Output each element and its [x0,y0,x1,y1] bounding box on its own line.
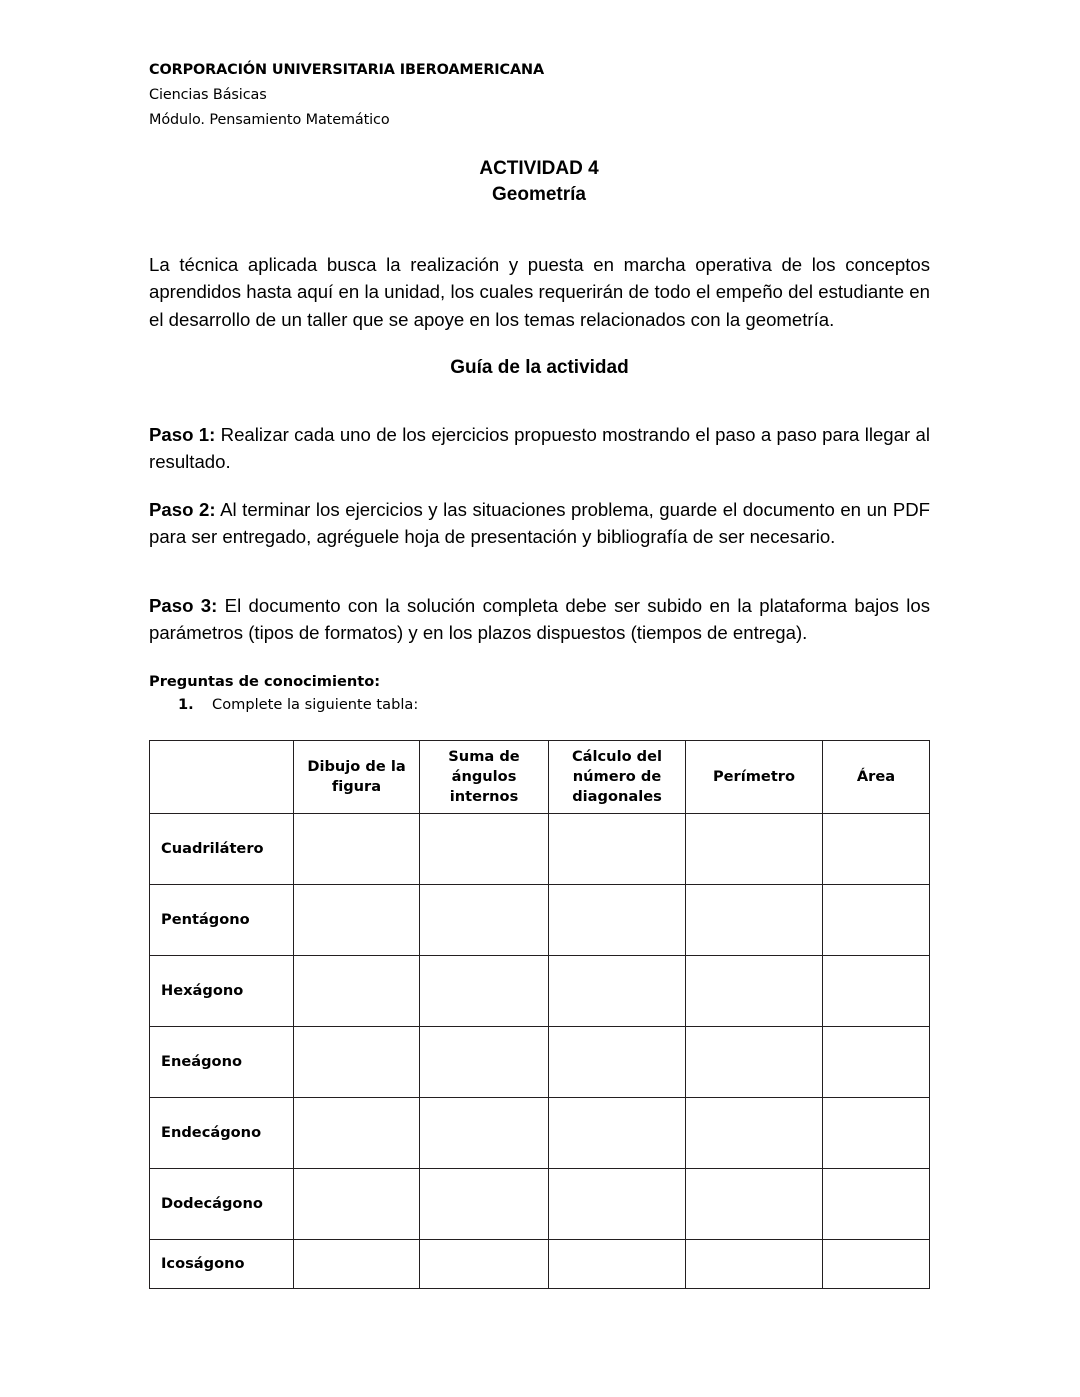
header-line: Perímetro [712,768,796,785]
cell-eneagono-perimetro[interactable] [686,1027,823,1098]
header-line: Suma de [448,748,520,765]
header-line: diagonales [572,788,662,805]
title-block [149,156,929,208]
cell-cuadrilatero-perimetro[interactable] [686,814,823,885]
column-header-perimetro [686,741,823,814]
cell-dodecagono-dibujo[interactable] [294,1169,420,1240]
cell-endecagono-area[interactable] [823,1098,930,1169]
cell-pentagono-perimetro[interactable] [686,885,823,956]
table-row [150,1169,930,1240]
cell-hexagono-angulos[interactable] [420,956,549,1027]
row-label-icosagono: Icoságono [150,1240,294,1289]
step-3 [149,592,930,647]
cell-pentagono-angulos[interactable] [420,885,549,956]
department-name: Ciencias Básicas [149,87,267,103]
question-item-1 [178,694,418,716]
cell-pentagono-area[interactable] [823,885,930,956]
cell-cuadrilatero-area[interactable] [823,814,930,885]
table-corner-cell [150,741,294,814]
question-number: 1. [178,696,194,713]
cell-pentagono-dibujo[interactable] [294,885,420,956]
cell-cuadrilatero-dibujo[interactable] [294,814,420,885]
step-3-label: Paso 3: [149,594,218,616]
step-3-text: El documento con la solución completa debe ser subido en la plataforma bajos los parámetros (tipos de formatos) y en los plazos dispuestos (tiempos de entrega). [149,594,930,644]
document-header [149,58,929,133]
step-2-label: Paso 2: [149,498,216,520]
cell-pentagono-diagonales[interactable] [549,885,686,956]
header-line: Área [856,768,896,785]
header-line: figura [331,778,382,795]
step-1-text: Realizar cada uno de los ejercicios propuesto mostrando el paso a paso para llegar al resultado. [149,423,930,473]
guide-heading: Guía de la actividad [450,357,629,378]
institution-name: CORPORACIÓN UNIVERSITARIA IBEROAMERICANA [149,62,545,78]
cell-hexagono-area[interactable] [823,956,930,1027]
cell-endecagono-angulos[interactable] [420,1098,549,1169]
questions-heading: Preguntas de conocimiento: [149,673,381,690]
cell-dodecagono-angulos[interactable] [420,1169,549,1240]
column-header-suma-angulos [420,741,549,814]
cell-eneagono-diagonales[interactable] [549,1027,686,1098]
row-label-eneagono: Eneágono [150,1027,294,1098]
cell-icosagono-diagonales[interactable] [549,1240,686,1289]
row-label-cuadrilatero: Cuadrilátero [150,814,294,885]
header-line: número de [572,768,662,785]
cell-endecagono-dibujo[interactable] [294,1098,420,1169]
table-row [150,814,930,885]
table-row [150,885,930,956]
cell-dodecagono-diagonales[interactable] [549,1169,686,1240]
cell-hexagono-dibujo[interactable] [294,956,420,1027]
page-title: ACTIVIDAD 4 [479,158,599,179]
table-row [150,956,930,1027]
column-header-diagonales [549,741,686,814]
table-row [150,1240,930,1289]
cell-eneagono-angulos[interactable] [420,1027,549,1098]
table-header-row [150,741,930,814]
row-label-endecagono: Endecágono [150,1098,294,1169]
intro-paragraph: La técnica aplicada busca la realización y puesta en marcha operativa de los conceptos aprendidos hasta aquí en la unidad, los cuales requerirán de todo el empeño del estudiante en el desarrollo de un taller que se apoye en los temas relacionados con la geometría. [149,253,930,330]
row-label-hexagono: Hexágono [150,956,294,1027]
step-2-text: Al terminar los ejercicios y las situaciones problema, guarde el documento en un PDF para ser entregado, agréguele hoja de presentación y bibliografía de ser necesario. [149,498,931,548]
cell-eneagono-area[interactable] [823,1027,930,1098]
row-label-dodecagono: Dodecágono [150,1169,294,1240]
cell-hexagono-perimetro[interactable] [686,956,823,1027]
header-line: Cálculo del [571,748,663,765]
cell-cuadrilatero-angulos[interactable] [420,814,549,885]
cell-hexagono-diagonales[interactable] [549,956,686,1027]
cell-icosagono-angulos[interactable] [420,1240,549,1289]
cell-dodecagono-perimetro[interactable] [686,1169,823,1240]
cell-icosagono-perimetro[interactable] [686,1240,823,1289]
column-header-area [823,741,930,814]
header-line: ángulos [451,768,517,785]
step-1 [149,421,930,476]
table-header [150,741,930,814]
cell-cuadrilatero-diagonales[interactable] [549,814,686,885]
step-1-label: Paso 1: [149,423,216,445]
cell-icosagono-area[interactable] [823,1240,930,1289]
step-2 [149,496,930,551]
page-subtitle: Geometría [492,184,586,205]
header-line: Dibujo de la [307,758,406,775]
cell-dodecagono-area[interactable] [823,1169,930,1240]
table-body [150,814,930,1289]
table-row [150,1027,930,1098]
column-header-dibujo [294,741,420,814]
table-row [150,1098,930,1169]
geometry-table [149,740,930,1289]
row-label-pentagono: Pentágono [150,885,294,956]
header-line: internos [449,788,519,805]
cell-endecagono-perimetro[interactable] [686,1098,823,1169]
cell-eneagono-dibujo[interactable] [294,1027,420,1098]
module-name: Módulo. Pensamiento Matemático [149,112,390,128]
cell-icosagono-dibujo[interactable] [294,1240,420,1289]
question-text: Complete la siguiente tabla: [212,696,419,713]
cell-endecagono-diagonales[interactable] [549,1098,686,1169]
